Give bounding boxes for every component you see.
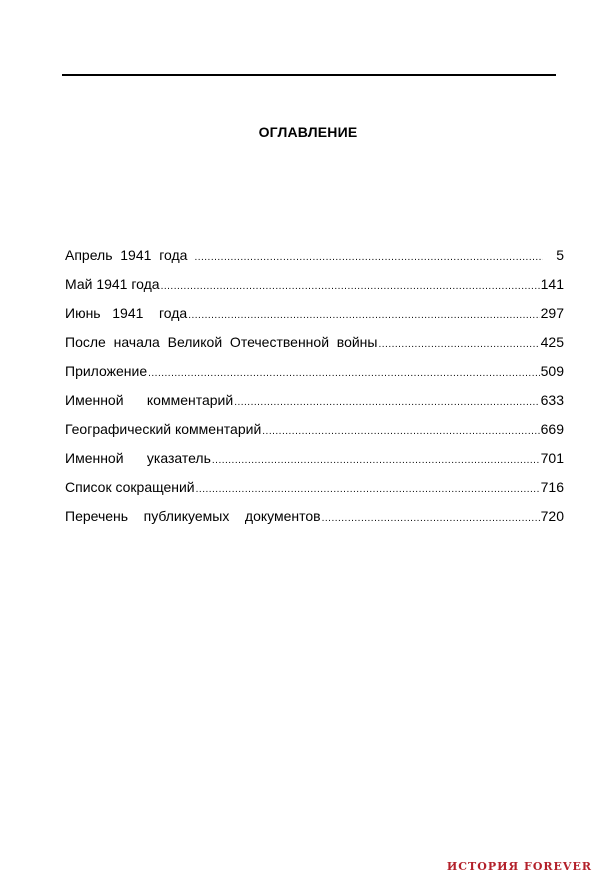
toc-entry-label: Приложение bbox=[65, 363, 148, 379]
toc-dot-leader bbox=[262, 423, 539, 441]
toc-entry-page: 633 bbox=[540, 392, 564, 408]
toc-entry-label: Май 1941 года bbox=[65, 276, 160, 292]
top-rule bbox=[62, 74, 556, 76]
toc-entry-after-war-start[interactable] bbox=[65, 333, 564, 362]
toc-dot-leader bbox=[212, 452, 540, 470]
toc-dot-leader bbox=[148, 365, 540, 383]
toc-entry-page: 425 bbox=[540, 334, 564, 350]
toc-entry-page: 5 bbox=[556, 247, 564, 263]
toc-dot-leader bbox=[161, 278, 540, 296]
page-title: ОГЛАВЛЕНИЕ bbox=[258, 124, 358, 140]
toc-entry-label: Список сокращений bbox=[65, 479, 195, 495]
toc-entry-label: Апрель 1941 года bbox=[65, 247, 188, 263]
toc-entry-label: Июнь 1941 года bbox=[65, 305, 188, 321]
toc-dot-leader bbox=[322, 510, 540, 528]
toc-entry-appendix[interactable] bbox=[65, 362, 564, 391]
toc-entry-geo-commentary[interactable] bbox=[65, 420, 564, 449]
toc-entry-may-1941[interactable] bbox=[65, 275, 564, 304]
toc-entry-page: 141 bbox=[540, 276, 564, 292]
toc-entry-documents-list[interactable] bbox=[65, 507, 564, 536]
toc-entry-page: 669 bbox=[540, 421, 564, 437]
toc-entry-june-1941[interactable] bbox=[65, 304, 564, 333]
toc-entry-page: 509 bbox=[540, 363, 564, 379]
toc-dot-leader bbox=[188, 307, 539, 325]
table-of-contents bbox=[65, 246, 564, 536]
toc-entry-april-1941[interactable] bbox=[65, 246, 564, 275]
watermark-logo: ИСТОРИЯ FOREVER bbox=[446, 860, 592, 873]
toc-entry-label: После начала Великой Отечественной войны bbox=[65, 334, 378, 350]
toc-dot-leader bbox=[378, 336, 539, 354]
toc-entry-name-commentary[interactable] bbox=[65, 391, 564, 420]
toc-entry-page: 720 bbox=[540, 508, 564, 524]
toc-entry-page: 297 bbox=[540, 305, 564, 321]
toc-entry-page: 716 bbox=[540, 479, 564, 495]
toc-entry-label: Географический комментарий bbox=[65, 421, 262, 437]
toc-entry-label: Именной указатель bbox=[65, 450, 211, 466]
toc-entry-abbreviations[interactable] bbox=[65, 478, 564, 507]
toc-entry-page: 701 bbox=[540, 450, 564, 466]
toc-entry-label: Перечень публикуемых документов bbox=[65, 508, 321, 524]
toc-entry-label: Именной комментарий bbox=[65, 392, 234, 408]
toc-dot-leader bbox=[234, 394, 539, 412]
toc-entry-name-index[interactable] bbox=[65, 449, 564, 478]
toc-dot-leader bbox=[194, 249, 543, 267]
toc-dot-leader bbox=[196, 481, 540, 499]
